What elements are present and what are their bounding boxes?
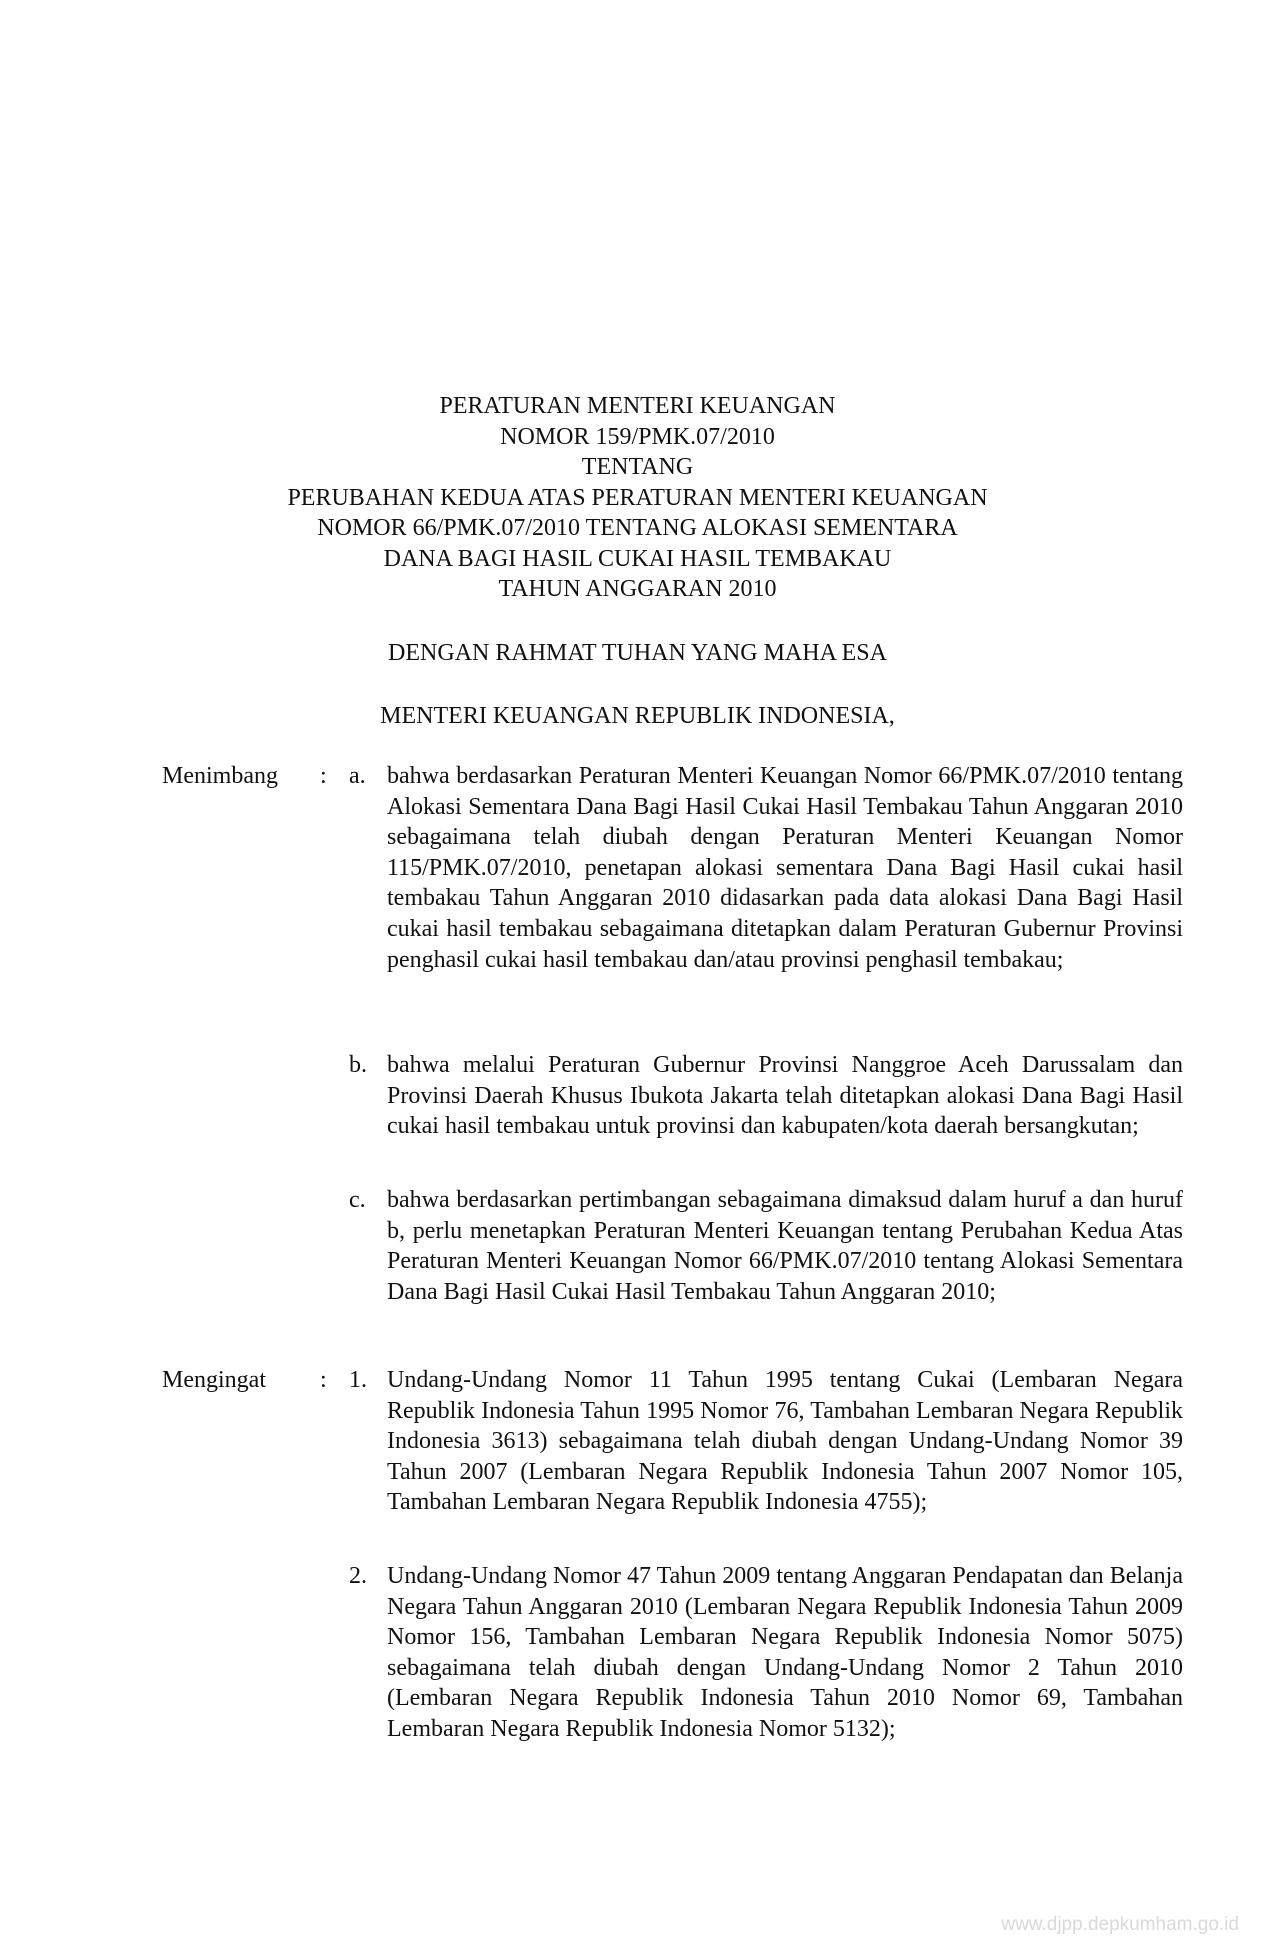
title-line-subject-3: DANA BAGI HASIL CUKAI HASIL TEMBAKAU — [383, 545, 892, 572]
document-title — [0, 391, 1275, 605]
title-line-subject-2: NOMOR 66/PMK.07/2010 TENTANG ALOKASI SEMENTARA — [317, 515, 958, 541]
menimbang-item-c-text: bahwa berdasarkan pertimbangan sebagaimana dimaksud dalam huruf a dan huruf b, perlu menetapkan Peraturan Menteri Keuangan tentang Perubahan Kedua Atas Peraturan Menteri Keuangan Nomor 66/PMK.07/2010 tentang Alokasi Sementara Dana Bagi Hasil Cukai Hasil Tembakau Tahun Anggaran 2010; — [387, 1187, 1183, 1305]
menimbang-item-b-marker: b. — [349, 1052, 367, 1078]
menimbang-item-a-marker: a. — [349, 763, 366, 789]
opening-invocation: DENGAN RAHMAT TUHAN YANG MAHA ESA — [388, 640, 887, 666]
title-line-subject-1: PERUBAHAN KEDUA ATAS PERATURAN MENTERI KEUANGAN — [287, 484, 988, 511]
menimbang-item-c-marker: c. — [349, 1187, 366, 1213]
menimbang-colon: : — [320, 763, 327, 789]
title-line-number: NOMOR 159/PMK.07/2010 — [500, 423, 775, 450]
menimbang-item-a-text: bahwa berdasarkan Peraturan Menteri Keuangan Nomor 66/PMK.07/2010 tentang Alokasi Sementara Dana Bagi Hasil Cukai Hasil Tembakau Tahun Anggaran 2010 sebagaimana telah diubah dengan Peraturan Menteri Keuangan Nomor 115/PMK.07/2010, penetapan alokasi sementara Dana Bagi Hasil cukai hasil tembakau Tahun Anggaran 2010 didasarkan pada data alokasi Dana Bagi Hasil cukai hasil tembakau sebagaimana ditetapkan dalam Peraturan Gubernur Provinsi penghasil cukai hasil tembakau dan/atau provinsi penghasil tembakau; — [387, 763, 1183, 973]
menimbang-label: Menimbang — [162, 763, 278, 789]
mengingat-colon: : — [320, 1367, 327, 1393]
site-watermark: www.djpp.depkumham.go.id — [1001, 1914, 1239, 1935]
title-line-regulation: PERATURAN MENTERI KEUANGAN — [439, 393, 836, 419]
menimbang-item-b-text: bahwa melalui Peraturan Gubernur Provinsi Nanggroe Aceh Darussalam dan Provinsi Daerah Khusus Ibukota Jakarta telah ditetapkan alokasi Dana Bagi Hasil cukai hasil tembakau untuk provinsi dan kabupaten/kota daerah bersangkutan; — [387, 1052, 1183, 1140]
mengingat-item-2-text: Undang-Undang Nomor 47 Tahun 2009 tentang Anggaran Pendapatan dan Belanja Negara Tahun Anggaran 2010 (Lembaran Negara Republik Indonesia Tahun 2009 Nomor 156, Tambahan Lembaran Negara Republik Indonesia Nomor 5075) sebagaimana telah diubah dengan Undang-Undang Nomor 2 Tahun 2010 (Lembaran Negara Republik Indonesia Tahun 2010 Nomor 69, Tambahan Lembaran Negara Republik Indonesia Nomor 5132); — [387, 1563, 1183, 1742]
mengingat-label: Mengingat — [162, 1367, 266, 1393]
mengingat-item-1-marker: 1. — [349, 1367, 367, 1393]
minister-line: MENTERI KEUANGAN REPUBLIK INDONESIA, — [380, 703, 895, 729]
mengingat-item-2-marker: 2. — [349, 1563, 367, 1589]
title-line-about: TENTANG — [581, 454, 694, 480]
title-line-year: TAHUN ANGGARAN 2010 — [498, 576, 777, 602]
mengingat-item-1-text: Undang-Undang Nomor 11 Tahun 1995 tentang Cukai (Lembaran Negara Republik Indonesia Tahun 1995 Nomor 76, Tambahan Lembaran Negara Republik Indonesia 3613) sebagaimana telah diubah dengan Undang-Undang Nomor 39 Tahun 2007 (Lembaran Negara Republik Indonesia Tahun 2007 Nomor 105, Tambahan Lembaran Negara Republik Indonesia 4755); — [387, 1367, 1183, 1516]
